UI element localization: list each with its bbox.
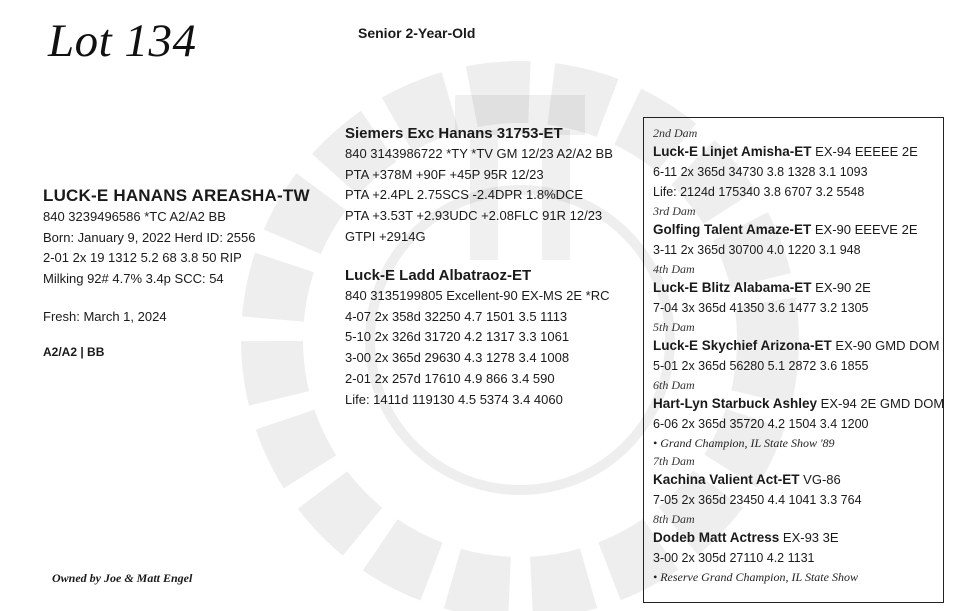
sire-block <box>345 123 613 248</box>
dam-name: Kachina Valient Act-ET VG-86 <box>653 472 841 487</box>
sire-line: PTA +378M +90F +45P 95R 12/23 <box>345 166 544 182</box>
dam-score: EX-94 2E GMD DOM <box>817 396 945 411</box>
mgs-line: 4-07 2x 358d 32250 4.7 1501 3.5 1113 <box>345 308 568 324</box>
maternal-grandsire-block <box>345 265 610 410</box>
animal-record-line: 2-01 2x 19 1312 5.2 68 3.8 50 RIP <box>43 250 242 266</box>
lot-title: Lot 134 <box>48 15 197 67</box>
sire-line: PTA +2.4PL 2.75SCS -2.4DPR 1.8%DCE <box>345 187 584 203</box>
dam-record: 6-06 2x 365d 35720 4.2 1504 3.4 1200 <box>653 417 869 431</box>
dam-record: 3-00 2x 305d 27110 4.2 1131 <box>653 551 815 565</box>
maternal-grandsire-name: Luck-E Ladd Albatraoz-ET <box>345 267 532 284</box>
mgs-line: 2-01 2x 257d 17610 4.9 866 3.4 590 <box>345 370 555 386</box>
dam-record: 7-05 2x 365d 23450 4.4 1041 3.3 764 <box>653 493 862 507</box>
dam-label: 6th Dam <box>653 378 695 392</box>
dam-record: 3-11 2x 365d 30700 4.0 1220 3.1 948 <box>653 243 861 257</box>
owner-credit: Owned by Joe & Matt Engel <box>52 571 193 585</box>
mgs-line: 5-10 2x 326d 31720 4.2 1317 3.3 1061 <box>345 329 570 345</box>
dam-score: VG-86 <box>799 472 841 487</box>
dam-record: 6-11 2x 365d 34730 3.8 1328 3.1 1093 <box>653 165 868 179</box>
sire-line: 840 3143986722 *TY *TV GM 12/23 A2/A2 BB <box>345 146 613 161</box>
dam-label: 5th Dam <box>653 320 695 334</box>
animal-id-line: 840 3239496586 *TC A2/A2 BB <box>43 209 226 224</box>
dam-label: 3rd Dam <box>653 204 696 218</box>
class-label: Senior 2-Year-Old <box>358 25 476 41</box>
dam-label: 7th Dam <box>653 454 695 468</box>
dam-name: Luck-E Skychief Arizona-ET EX-90 GMD DOM <box>653 338 940 353</box>
dam-note: • Grand Champion, IL State Show '89 <box>653 436 835 450</box>
dam-name: Dodeb Matt Actress EX-93 3E <box>653 530 839 545</box>
genetic-tags: A2/A2 | BB <box>43 345 105 359</box>
animal-name: LUCK-E HANANS AREASHA-TW <box>43 186 310 205</box>
animal-details <box>43 207 255 290</box>
dam-score: EX-90 EEEVE 2E <box>811 222 918 237</box>
mgs-line: Life: 1411d 119130 4.5 5374 3.4 4060 <box>345 391 563 407</box>
dam-score: EX-90 2E <box>811 280 871 295</box>
dam-score: EX-94 EEEEE 2E <box>811 144 918 159</box>
dam-list <box>653 124 944 586</box>
animal-milking-line: Milking 92# 4.7% 3.4p SCC: 54 <box>43 271 224 287</box>
dam-record: Life: 2124d 175340 3.8 6707 3.2 5548 <box>653 185 865 199</box>
dam-note: • Reserve Grand Champion, IL State Show <box>653 570 858 584</box>
dam-score: EX-90 GMD DOM <box>831 338 940 353</box>
dam-record: 7-04 3x 365d 41350 3.6 1477 3.2 1305 <box>653 301 869 315</box>
dam-name: Hart-Lyn Starbuck Ashley EX-94 2E GMD DOM <box>653 396 945 411</box>
dam-name: Luck-E Blitz Alabama-ET EX-90 2E <box>653 280 871 295</box>
dam-record: 5-01 2x 365d 56280 5.1 2872 3.6 1855 <box>653 359 869 373</box>
sire-line: PTA +3.53T +2.93UDC +2.08FLC 91R 12/23 <box>345 208 603 224</box>
dam-score: EX-93 3E <box>779 530 839 545</box>
fresh-date: Fresh: March 1, 2024 <box>43 309 167 324</box>
animal-born-line: Born: January 9, 2022 Herd ID: 2556 <box>43 229 256 245</box>
dam-label: 4th Dam <box>653 262 695 276</box>
mgs-line: 840 3135199805 Excellent-90 EX-MS 2E *RC <box>345 288 610 303</box>
dam-label: 2nd Dam <box>653 126 698 140</box>
dam-name: Luck-E Linjet Amisha-ET EX-94 EEEEE 2E <box>653 144 918 159</box>
dam-label: 8th Dam <box>653 512 695 526</box>
sire-name: Siemers Exc Hanans 31753-ET <box>345 125 563 142</box>
sire-line: GTPI +2914G <box>345 228 426 244</box>
dam-name: Golfing Talent Amaze-ET EX-90 EEEVE 2E <box>653 222 918 237</box>
mgs-line: 3-00 2x 365d 29630 4.3 1278 3.4 1008 <box>345 350 570 366</box>
